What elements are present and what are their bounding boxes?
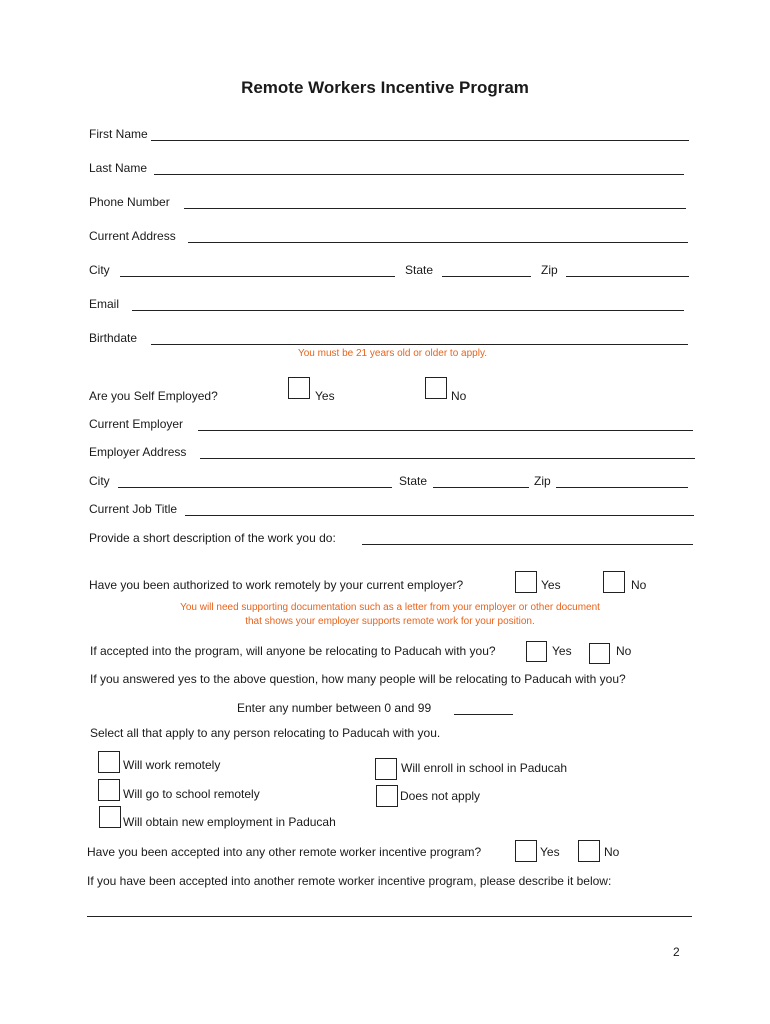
- birthdate-input[interactable]: [151, 344, 688, 345]
- address-input[interactable]: [188, 242, 688, 243]
- employer-state-input[interactable]: [433, 487, 529, 488]
- relocating-yes-checkbox[interactable]: [526, 641, 547, 662]
- authorized-no-checkbox[interactable]: [603, 571, 625, 593]
- relocating-count-input[interactable]: [454, 714, 513, 715]
- job-title-label: Current Job Title: [89, 502, 178, 516]
- phone-label: Phone Number: [89, 195, 170, 209]
- employer-zip-label: Zip: [534, 474, 551, 488]
- employer-address-input[interactable]: [200, 458, 695, 459]
- employer-city-input[interactable]: [118, 487, 392, 488]
- city-label: City: [89, 263, 110, 277]
- school-remotely-label: Will go to school remotely: [123, 787, 260, 801]
- employer-address-label: Employer Address: [89, 445, 187, 459]
- other-program-yes-label: Yes: [540, 845, 560, 859]
- work-remotely-checkbox[interactable]: [98, 751, 120, 773]
- phone-input[interactable]: [184, 208, 686, 209]
- work-description-input[interactable]: [362, 544, 693, 545]
- first-name-label: First Name: [89, 127, 148, 141]
- describe-program-input[interactable]: [87, 916, 692, 917]
- current-employer-label: Current Employer: [89, 417, 184, 431]
- select-all-prompt: Select all that apply to any person relocating to Paducah with you.: [90, 726, 441, 740]
- other-program-no-checkbox[interactable]: [578, 840, 600, 862]
- zip-input[interactable]: [566, 276, 689, 277]
- state-label: State: [405, 263, 434, 277]
- enroll-school-label: Will enroll in school in Paducah: [401, 761, 568, 775]
- self-employed-yes-label: Yes: [315, 389, 335, 403]
- relocating-no-checkbox[interactable]: [589, 643, 610, 664]
- self-employed-yes-checkbox[interactable]: [288, 377, 310, 399]
- self-employed-no-checkbox[interactable]: [425, 377, 447, 399]
- employer-state-label: State: [399, 474, 428, 488]
- relocating-yes-label: Yes: [552, 644, 572, 658]
- authorized-no-label: No: [631, 578, 647, 592]
- email-input[interactable]: [132, 310, 684, 311]
- employer-zip-input[interactable]: [556, 487, 688, 488]
- authorized-question: Have you been authorized to work remotely by your current employer?: [89, 578, 464, 592]
- other-program-yes-checkbox[interactable]: [515, 840, 537, 862]
- page-number: 2: [673, 945, 680, 959]
- relocating-question: If accepted into the program, will anyone be relocating to Paducah with you?: [90, 644, 496, 658]
- employer-city-label: City: [89, 474, 110, 488]
- does-not-apply-checkbox[interactable]: [376, 785, 398, 807]
- self-employed-question: Are you Self Employed?: [89, 389, 218, 403]
- zip-label: Zip: [541, 263, 558, 277]
- authorized-note-line1: You will need supporting documentation such as a letter from your employer or other document: [180, 602, 600, 613]
- email-label: Email: [89, 297, 120, 311]
- other-program-question: Have you been accepted into any other remote worker incentive program?: [87, 845, 482, 859]
- school-remotely-checkbox[interactable]: [98, 779, 120, 801]
- page-title: Remote Workers Incentive Program: [241, 78, 529, 97]
- birthdate-label: Birthdate: [89, 331, 138, 345]
- does-not-apply-label: Does not apply: [400, 789, 481, 803]
- last-name-input[interactable]: [154, 174, 684, 175]
- how-many-question: If you answered yes to the above question, how many people will be relocating to Paducah with you?: [90, 672, 626, 686]
- authorized-note-line2: that shows your employer supports remote work for your position.: [245, 616, 535, 627]
- first-name-input[interactable]: [151, 140, 689, 141]
- city-input[interactable]: [120, 276, 395, 277]
- current-employer-input[interactable]: [198, 430, 693, 431]
- authorized-yes-checkbox[interactable]: [515, 571, 537, 593]
- other-program-no-label: No: [604, 845, 620, 859]
- last-name-label: Last Name: [89, 161, 148, 175]
- enroll-school-checkbox[interactable]: [375, 758, 397, 780]
- age-note: You must be 21 years old or older to apply.: [297, 348, 487, 359]
- authorized-yes-label: Yes: [541, 578, 561, 592]
- new-employment-checkbox[interactable]: [99, 806, 121, 828]
- relocating-no-label: No: [616, 644, 632, 658]
- self-employed-no-label: No: [451, 389, 467, 403]
- address-label: Current Address: [89, 229, 176, 243]
- work-remotely-label: Will work remotely: [123, 758, 221, 772]
- enter-number-label: Enter any number between 0 and 99: [237, 701, 432, 715]
- new-employment-label: Will obtain new employment in Paducah: [123, 815, 336, 829]
- describe-program-label: If you have been accepted into another remote worker incentive program, please describe it below:: [87, 874, 612, 888]
- job-title-input[interactable]: [185, 515, 694, 516]
- state-input[interactable]: [442, 276, 531, 277]
- work-description-label: Provide a short description of the work you do:: [89, 531, 336, 545]
